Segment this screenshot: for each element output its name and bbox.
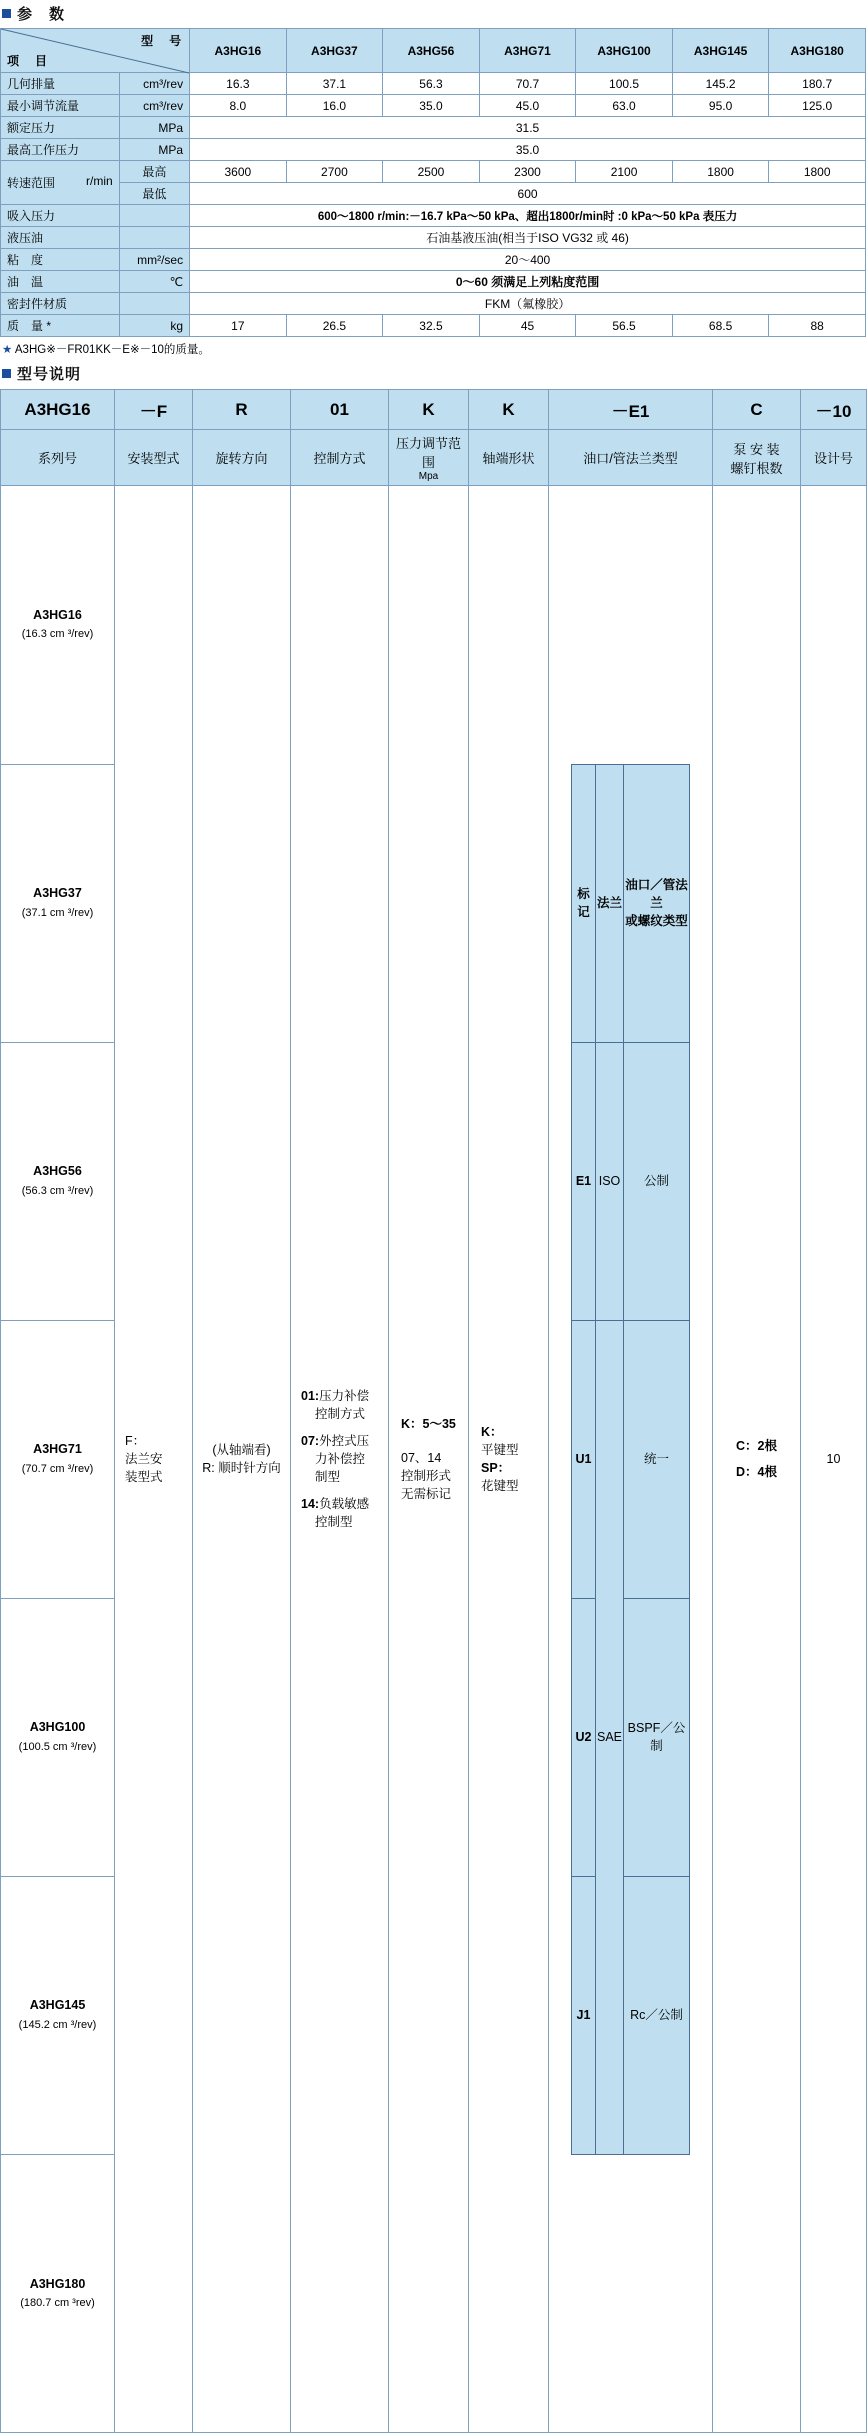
table-row bbox=[572, 1042, 690, 1320]
control-text-01b: 控制方式 bbox=[315, 1406, 366, 1421]
series-name: A3HG180 bbox=[29, 2276, 86, 2291]
cell: 1800 bbox=[769, 161, 866, 183]
code-title-rotation: 旋转方向 bbox=[193, 430, 291, 486]
port-thread-e1: 公制 bbox=[624, 1042, 690, 1320]
port-col-flange: 法兰 bbox=[596, 764, 624, 1042]
list-item bbox=[1, 764, 114, 1042]
cell: 2300 bbox=[479, 161, 576, 183]
port-col-thread-l1: 油口／管法兰 bbox=[625, 877, 688, 910]
table-row bbox=[1, 117, 866, 139]
row-label-hydraulic-oil: 液压油 bbox=[1, 227, 120, 249]
code-title-pressure bbox=[389, 430, 469, 486]
series-displacement: (145.2 cm ³/rev) bbox=[18, 2018, 97, 2031]
row-unit-hydraulic-oil bbox=[119, 227, 189, 249]
cell: 45 bbox=[479, 315, 576, 337]
screws-cell bbox=[713, 486, 801, 2433]
code-title-port: 油口/管法兰类型 bbox=[549, 430, 713, 486]
cell: 95.0 bbox=[672, 95, 769, 117]
screws-line-2: D：4根 bbox=[736, 1465, 777, 1479]
table-row bbox=[572, 1876, 690, 2154]
series-displacement: (56.3 cm ³/rev) bbox=[21, 1184, 94, 1197]
code-segment-screws: C bbox=[713, 390, 801, 430]
control-code-01: 01: bbox=[301, 1388, 320, 1403]
series-name: A3HG145 bbox=[29, 1998, 86, 2013]
code-segment-pressure: K bbox=[389, 390, 469, 430]
series-displacement: (180.7 cm ³rev) bbox=[20, 2296, 95, 2309]
shaft-line-2: 平键型 bbox=[481, 1442, 519, 1457]
mounting-line-3: 装型式 bbox=[125, 1470, 163, 1485]
pressure-range-cell bbox=[389, 486, 469, 2433]
port-col-thread-l2: 或螺纹类型 bbox=[625, 914, 688, 929]
table-row bbox=[1, 249, 866, 271]
list-item bbox=[1, 1320, 114, 1598]
rotation-line-1: (从轴端看) bbox=[212, 1442, 271, 1457]
cell: 45.0 bbox=[479, 95, 576, 117]
code-segment-mounting: －F bbox=[115, 390, 193, 430]
series-name: A3HG100 bbox=[29, 1720, 86, 1735]
rotation-line-2: R: 顺时针方向 bbox=[202, 1461, 281, 1475]
cell: 63.0 bbox=[576, 95, 673, 117]
cell: 2700 bbox=[286, 161, 383, 183]
mounting-line-1: F： bbox=[125, 1433, 146, 1448]
cell: 70.7 bbox=[479, 73, 576, 95]
model-code-section-heading: 型号说明 bbox=[0, 360, 868, 388]
code-title-control: 控制方式 bbox=[291, 430, 389, 486]
port-thread-u2: BSPF／公制 bbox=[624, 1598, 690, 1876]
list-item bbox=[1, 486, 114, 764]
table-row bbox=[1, 95, 866, 117]
shaft-cell bbox=[469, 486, 549, 2433]
design-number-cell: 10 bbox=[801, 486, 867, 2433]
code-segment-shaft: K bbox=[469, 390, 549, 430]
cell: 56.3 bbox=[383, 73, 480, 95]
cell-span: 31.5 bbox=[190, 117, 866, 139]
table-row bbox=[1, 161, 866, 183]
cell: 2500 bbox=[383, 161, 480, 183]
table-row bbox=[1, 139, 866, 161]
list-item bbox=[1, 1876, 114, 2154]
port-code-j1: J1 bbox=[572, 1876, 596, 2154]
cell: 2100 bbox=[576, 161, 673, 183]
shaft-line-4: 花键型 bbox=[481, 1479, 519, 1494]
port-code-e1: E1 bbox=[572, 1042, 596, 1320]
row-label-viscosity: 粘 度 bbox=[1, 249, 120, 271]
row-unit-rated-pressure: MPa bbox=[119, 117, 189, 139]
series-name: A3HG71 bbox=[33, 1442, 82, 1457]
port-col-thread bbox=[624, 764, 690, 1042]
control-text-01a: 压力补偿 bbox=[319, 1388, 370, 1403]
code-title-mounting: 安装型式 bbox=[115, 430, 193, 486]
cell: 180.7 bbox=[769, 73, 866, 95]
row-unit-displacement: cm³/rev bbox=[119, 73, 189, 95]
row-unit-oil-temp: ℃ bbox=[119, 271, 189, 293]
code-segment-rotation: R bbox=[193, 390, 291, 430]
code-title-design: 设计号 bbox=[801, 430, 867, 486]
code-title-pressure-unit: Mpa bbox=[418, 471, 439, 482]
port-flange-cell bbox=[549, 486, 713, 2433]
row-unit-viscosity: mm²/sec bbox=[119, 249, 189, 271]
cell: 17 bbox=[190, 315, 287, 337]
port-flange-iso: ISO bbox=[596, 1042, 624, 1320]
star-icon: ★ bbox=[2, 344, 13, 356]
cell: 32.5 bbox=[383, 315, 480, 337]
mounting-cell bbox=[115, 486, 193, 2433]
control-text-07b: 力补偿控 bbox=[315, 1451, 366, 1466]
series-list-cell bbox=[1, 486, 115, 2433]
model-header-0: A3HG16 bbox=[190, 29, 287, 73]
model-header-3: A3HG71 bbox=[479, 29, 576, 73]
model-header-6: A3HG180 bbox=[769, 29, 866, 73]
table-header-row bbox=[572, 764, 690, 1042]
cell: 68.5 bbox=[672, 315, 769, 337]
cell-span: 0～60 须满足上列粘度范围 bbox=[190, 271, 866, 293]
cell: 100.5 bbox=[576, 73, 673, 95]
model-code-table bbox=[0, 389, 867, 2433]
mounting-line-2: 法兰安 bbox=[125, 1451, 163, 1466]
row-label-seal-material: 密封件材质 bbox=[1, 293, 120, 315]
cell-span: 600 bbox=[190, 183, 866, 205]
pressure-line-3: 控制形式 bbox=[401, 1469, 452, 1483]
table-row bbox=[572, 1598, 690, 1876]
series-displacement: (100.5 cm ³/rev) bbox=[18, 1740, 97, 1753]
cell: 56.5 bbox=[576, 315, 673, 337]
code-segment-port: －E1 bbox=[549, 390, 713, 430]
parameters-table bbox=[0, 28, 866, 337]
code-segment-series: A3HG16 bbox=[1, 390, 115, 430]
table-row bbox=[1, 205, 866, 227]
cell: 145.2 bbox=[672, 73, 769, 95]
port-code-u1: U1 bbox=[572, 1320, 596, 1598]
code-segments-row bbox=[1, 390, 867, 430]
row-unit-seal-material bbox=[119, 293, 189, 315]
row-label-min-flow: 最小调节流量 bbox=[1, 95, 120, 117]
code-body-row bbox=[1, 486, 867, 2433]
cell: 16.3 bbox=[190, 73, 287, 95]
control-text-14b: 控制型 bbox=[315, 1515, 353, 1530]
code-title-screws-main: 泵 安 装 bbox=[733, 441, 780, 457]
rotation-cell bbox=[193, 486, 291, 2433]
row-unit-min-flow: cm³/rev bbox=[119, 95, 189, 117]
code-title-screws bbox=[713, 430, 801, 486]
port-thread-j1: Rc／公制 bbox=[624, 1876, 690, 2154]
code-title-pressure-main: 压力调节范围 bbox=[395, 436, 461, 470]
series-displacement: (16.3 cm ³/rev) bbox=[21, 628, 94, 641]
cell: 16.0 bbox=[286, 95, 383, 117]
bullet-square-icon bbox=[2, 369, 11, 378]
control-code-14: 14: bbox=[301, 1497, 320, 1512]
table-row bbox=[1, 227, 866, 249]
control-text-07c: 制型 bbox=[315, 1470, 341, 1485]
pressure-line-2: 07、14 bbox=[401, 1450, 442, 1465]
control-cell bbox=[291, 486, 389, 2433]
table-row bbox=[1, 73, 866, 95]
port-col-code: 标记 bbox=[572, 764, 596, 1042]
pressure-line-4: 无需标记 bbox=[401, 1487, 452, 1502]
cell-span: FKM（氟橡胶） bbox=[190, 293, 866, 315]
code-titles-row bbox=[1, 430, 867, 486]
table-row bbox=[1, 293, 866, 315]
cell: 125.0 bbox=[769, 95, 866, 117]
parameters-footnote bbox=[0, 337, 868, 360]
cell-span: 600～1800 r/min:－16.7 kPa～50 kPa、超出1800r/min时 :0 kPa～50 kPa 表压力 bbox=[190, 205, 866, 227]
series-displacement: (37.1 cm ³/rev) bbox=[21, 906, 94, 919]
series-displacement: (70.7 cm ³/rev) bbox=[21, 1462, 94, 1475]
table-corner-cell bbox=[1, 29, 190, 73]
row-label-speed-range: 转速范围 r/min bbox=[1, 161, 120, 205]
row-label-mass: 质 量 * bbox=[1, 315, 120, 337]
list-item bbox=[1, 2154, 114, 2432]
series-name: A3HG56 bbox=[33, 1164, 82, 1179]
table-row bbox=[1, 271, 866, 293]
model-header-4: A3HG100 bbox=[576, 29, 673, 73]
control-option-01 bbox=[301, 1387, 386, 1423]
speed-max-label: 最高 bbox=[119, 161, 189, 183]
cell-span: 35.0 bbox=[190, 139, 866, 161]
port-flange-table bbox=[571, 764, 690, 2155]
control-option-14 bbox=[301, 1495, 386, 1531]
corner-top-right-label: 型 号 bbox=[141, 34, 184, 48]
footnote-text: A3HG※－FR01KK－E※－10的质量。 bbox=[14, 344, 210, 356]
series-list bbox=[1, 486, 114, 2432]
corner-bottom-left-label: 项 目 bbox=[7, 54, 50, 68]
control-code-07: 07: bbox=[301, 1433, 320, 1448]
cell: 1800 bbox=[672, 161, 769, 183]
code-segment-control: 01 bbox=[291, 390, 389, 430]
model-header-2: A3HG56 bbox=[383, 29, 480, 73]
cell: 26.5 bbox=[286, 315, 383, 337]
code-segment-design: －10 bbox=[801, 390, 867, 430]
cell: 35.0 bbox=[383, 95, 480, 117]
port-code-u2: U2 bbox=[572, 1598, 596, 1876]
shaft-line-1: K： bbox=[481, 1424, 503, 1439]
code-title-series: 系列号 bbox=[1, 430, 115, 486]
list-item bbox=[1, 1598, 114, 1876]
row-label-max-pressure: 最高工作压力 bbox=[1, 139, 120, 161]
parameters-section-heading: 参 数 bbox=[0, 0, 868, 28]
row-label-rated-pressure: 额定压力 bbox=[1, 117, 120, 139]
bullet-square-icon bbox=[2, 9, 11, 18]
model-header-1: A3HG37 bbox=[286, 29, 383, 73]
row-label-displacement: 几何排量 bbox=[1, 73, 120, 95]
table-row bbox=[1, 315, 866, 337]
row-unit-suction-pressure bbox=[119, 205, 189, 227]
cell: 8.0 bbox=[190, 95, 287, 117]
screws-line-1: C：2根 bbox=[736, 1438, 777, 1453]
cell-span: 20～400 bbox=[190, 249, 866, 271]
code-title-shaft: 轴端形状 bbox=[469, 430, 549, 486]
row-label-suction-pressure: 吸入压力 bbox=[1, 205, 120, 227]
control-text-14a: 负载敏感 bbox=[319, 1497, 370, 1512]
list-item bbox=[1, 1042, 114, 1320]
table-row bbox=[1, 183, 866, 205]
table-row bbox=[572, 1320, 690, 1598]
row-unit-max-pressure: MPa bbox=[119, 139, 189, 161]
speed-min-label: 最低 bbox=[119, 183, 189, 205]
cell-span: 石油基液压油(相当于ISO VG32 或 46) bbox=[190, 227, 866, 249]
port-thread-u1: 统一 bbox=[624, 1320, 690, 1598]
cell: 37.1 bbox=[286, 73, 383, 95]
port-flange-sae: SAE bbox=[596, 1320, 624, 2154]
shaft-line-3: SP： bbox=[481, 1461, 511, 1475]
cell: 3600 bbox=[190, 161, 287, 183]
row-unit-speed-range: r/min bbox=[86, 174, 113, 188]
series-name: A3HG16 bbox=[33, 608, 82, 623]
control-text-07a: 外控式压 bbox=[319, 1433, 370, 1448]
code-title-screws-sub: 螺钉根数 bbox=[730, 460, 783, 476]
cell: 88 bbox=[769, 315, 866, 337]
row-label-oil-temp: 油 温 bbox=[1, 271, 120, 293]
control-option-07 bbox=[301, 1432, 386, 1486]
pressure-line-1: K：5～35 bbox=[401, 1416, 456, 1431]
model-header-5: A3HG145 bbox=[672, 29, 769, 73]
series-name: A3HG37 bbox=[33, 886, 82, 901]
table-header-row bbox=[1, 29, 866, 73]
row-unit-mass: kg bbox=[119, 315, 189, 337]
